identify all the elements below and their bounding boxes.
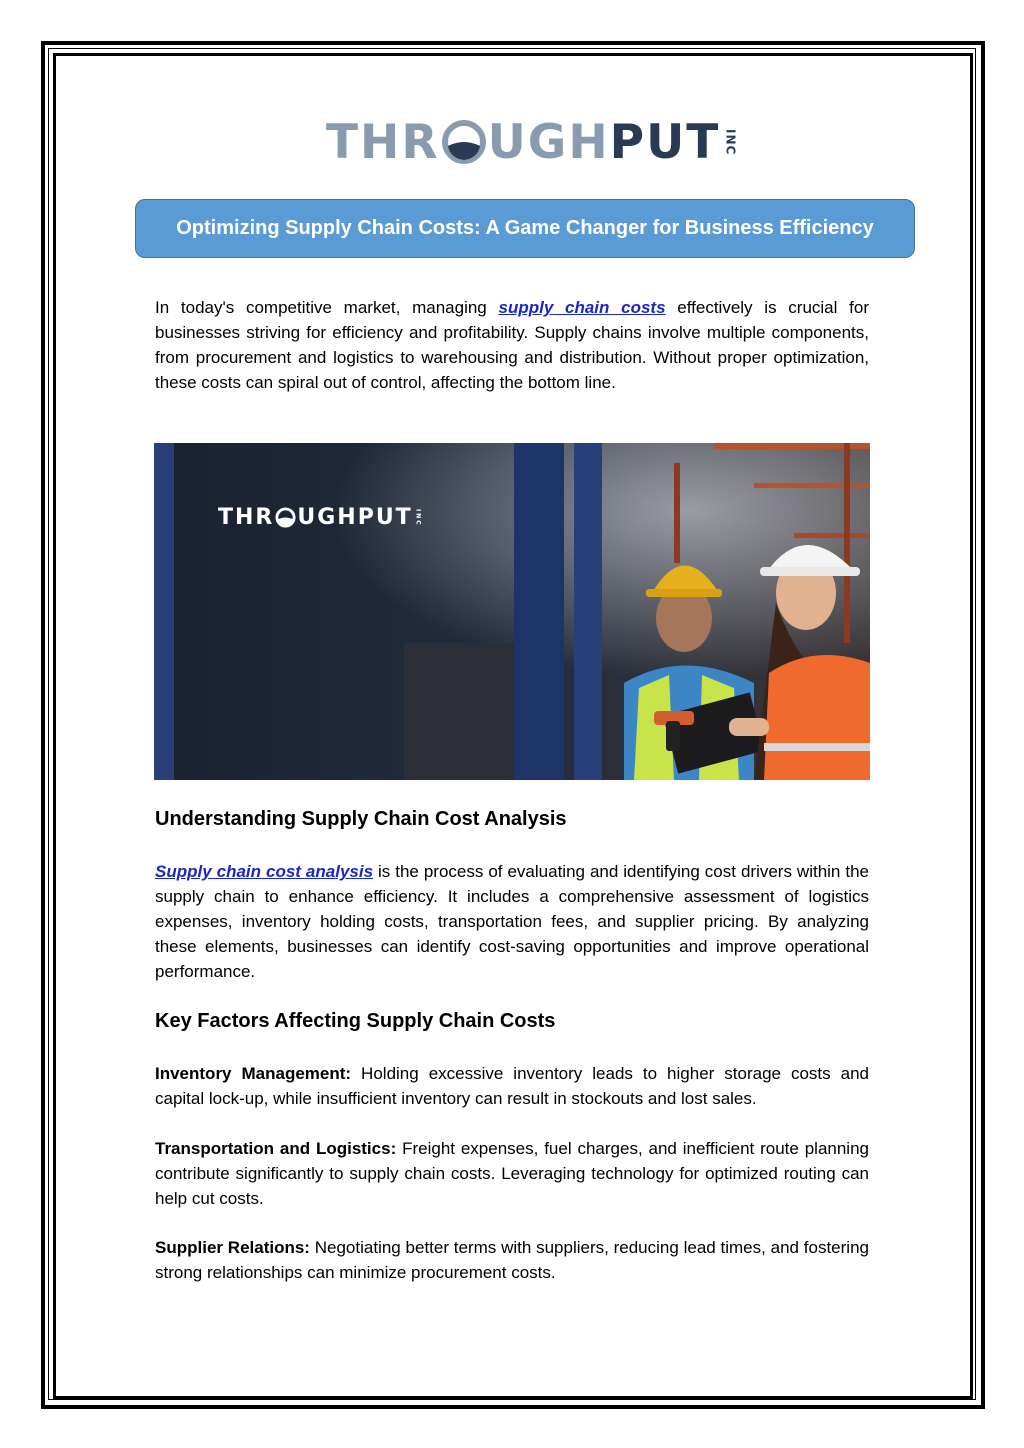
logo-text-part2: UGH xyxy=(487,114,610,170)
factor-label: Inventory Management: xyxy=(155,1064,352,1083)
supply-chain-costs-link[interactable]: supply chain costs xyxy=(498,298,666,317)
factor-text: Holding excessive inventory leads to higher storage costs and capital lock-up, while insufficient inventory can result in stockouts and lost sales. xyxy=(155,1064,869,1108)
globe-icon xyxy=(275,507,296,528)
factor-label: Transportation and Logistics: xyxy=(155,1139,397,1158)
factor-transportation xyxy=(155,1136,869,1211)
factor-text: Negotiating better terms with suppliers, reducing lead times, and fostering strong relationships can minimize procurement costs. xyxy=(155,1238,869,1282)
section-heading-analysis: Understanding Supply Chain Cost Analysis xyxy=(155,808,567,830)
hero-logo-suffix: INC xyxy=(414,508,422,527)
page-title: Optimizing Supply Chain Costs: A Game Changer for Business Efficiency xyxy=(176,217,874,239)
factor-text: Freight expenses, fuel charges, and inefficient route planning contribute significantly to supply chain costs. Leveraging technology for optimized routing can help cut costs. xyxy=(155,1139,869,1208)
hero-image xyxy=(154,443,870,780)
hero-logo-part2: UGHPUT xyxy=(297,505,413,530)
globe-icon xyxy=(442,120,486,164)
intro-paragraph xyxy=(155,295,869,395)
throughput-logo xyxy=(326,114,738,170)
title-banner xyxy=(135,199,915,258)
hero-logo xyxy=(218,505,422,530)
factor-inventory xyxy=(155,1061,869,1111)
factor-label: Supplier Relations: xyxy=(155,1238,310,1257)
factor-suppliers xyxy=(155,1235,869,1285)
logo-text-part1: THR xyxy=(326,114,440,170)
intro-text-before: In today's competitive market, managing xyxy=(155,298,499,317)
supply-chain-cost-analysis-link[interactable]: Supply chain cost analysis xyxy=(155,862,374,881)
section-heading-factors: Key Factors Affecting Supply Chain Costs xyxy=(155,1010,556,1032)
analysis-paragraph xyxy=(155,859,869,984)
logo-suffix: INC xyxy=(723,128,738,156)
analysis-text: is the process of evaluating and identifying cost drivers within the supply chain to enhance efficiency. It includes a comprehensive assessment of logistics expenses, inventory holding costs, transportation fees, and supplier pricing. By analyzing these elements, businesses can identify cost-saving opportunities and improve operational performance. xyxy=(155,862,869,981)
warehouse-workers-photo xyxy=(154,443,870,780)
hero-logo-part1: THR xyxy=(218,505,275,530)
logo-text-part3: PUT xyxy=(609,114,721,170)
intro-text-after: effectively is crucial for businesses striving for efficiency and profitability. Supply chains involve multiple components, from procurement and logistics to warehousing and distribution. Without proper optimization, these costs can spiral out of control, affecting the bottom line. xyxy=(155,298,869,392)
